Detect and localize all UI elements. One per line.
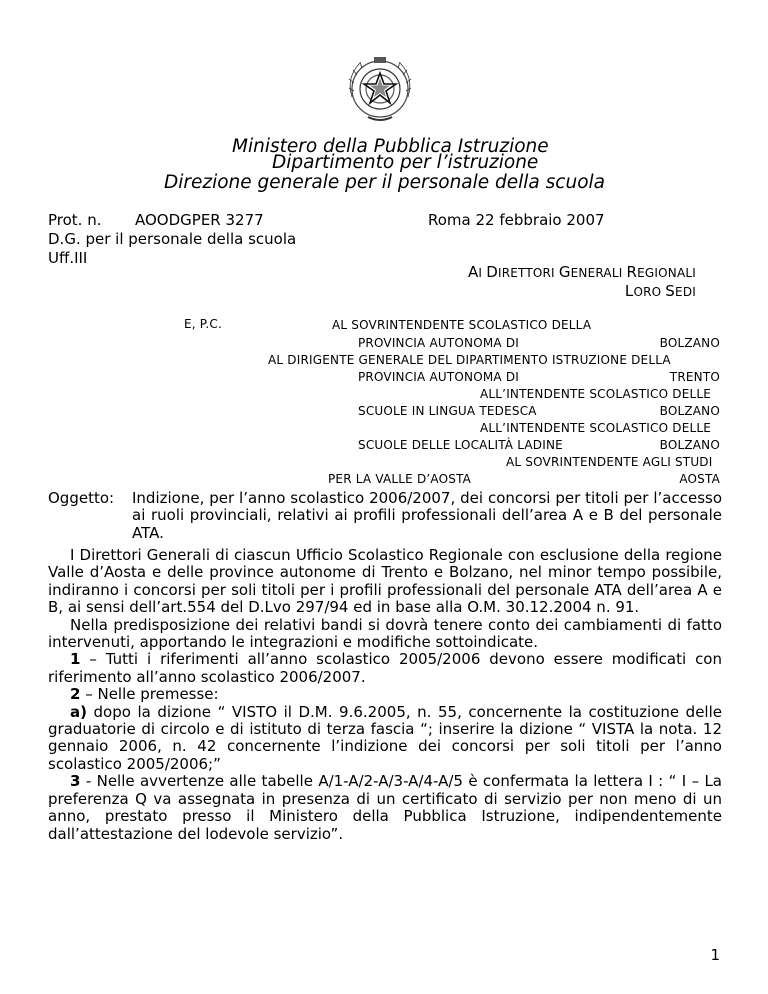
republic-emblem-icon (340, 47, 420, 127)
subject-label: Oggetto: (48, 489, 115, 507)
protocol-dg: D.G. per il personale della scuola (48, 230, 297, 248)
letter-body (48, 547, 722, 843)
cc-line-city: TRENTO (669, 370, 720, 384)
cc-line: SCUOLE IN LINGUA TEDESCA (358, 404, 537, 418)
page-number: 1 (710, 946, 720, 964)
recipient-loro-sedi: LORO SEDI (624, 282, 696, 300)
ministry-name: Ministero della Pubblica Istruzione (232, 136, 549, 157)
subject-text: Indizione, per l’anno scolastico 2006/2007, dei concorsi per titoli per l’accesso ai ruoli provinciali, relativi ai profili professionali dell’area A e B del personale ATA. (132, 489, 722, 542)
cc-line: ALL’INTENDENTE SCOLASTICO DELLE (480, 421, 712, 435)
cc-line: AL DIRIGENTE GENERALE DEL DIPARTIMENTO ISTRUZIONE DELLA (268, 353, 671, 367)
directorate-name: Direzione generale per il personale della scuola (164, 172, 605, 193)
department-name: Dipartimento per l’istruzione (272, 152, 539, 173)
paragraph: 1 – Tutti i riferimenti all’anno scolastico 2005/2006 devono essere modificati con riferimento all’anno scolastico 2006/2007. (48, 650, 722, 686)
cc-line-city: BOLZANO (659, 404, 720, 418)
item-letter: a) (70, 702, 87, 721)
paragraph: a) dopo la dizione “ VISTO il D.M. 9.6.2005, n. 55, concernente la costituzione delle graduatorie di circolo e di istituto di terza fascia “; inserire la dizione “ VISTA la nota. 12 gennaio 2006, n. 42 concernente l’indizione dei concorsi per soli titoli per l’anno scolastico 2005/2006;” (48, 702, 722, 773)
cc-line-city: BOLZANO (659, 438, 720, 452)
cc-line: AL SOVRINTENDENTE SCOLASTICO DELLA (332, 318, 592, 332)
cc-line: PROVINCIA AUTONOMA DI (358, 336, 520, 350)
item-number: 1 (70, 650, 81, 669)
item-number: 3 (70, 772, 81, 791)
cc-line: PER LA VALLE D’AOSTA (328, 472, 472, 486)
recipient-regional-directors: AI DIRETTORI GENERALI REGIONALI (467, 263, 696, 281)
cc-label: E, P.C. (184, 317, 222, 331)
paragraph: I Direttori Generali di ciascun Ufficio Scolastico Regionale con esclusione della regione Valle d’Aosta e delle province autonome di Trento e Bolzano, nel minor tempo possibile, indiranno i concorsi per soli titoli per i profili professionali del personale ATA dell’area A e B, ai sensi dell’art.554 del D.Lvo 297/94 ed in base alla O.M. 30.12.2004 n. 91. (48, 546, 722, 617)
cc-line-city: AOSTA (679, 472, 720, 486)
item-number: 2 (70, 685, 81, 704)
cc-line: SCUOLE DELLE LOCALITÀ LADINE (358, 438, 563, 452)
place-date: Roma 22 febbraio 2007 (428, 211, 605, 229)
paragraph: 3 - Nelle avvertenze alle tabelle A/1-A/2-A/3-A/4-A/5 è confermata la lettera I : “ I – La preferenza Q va assegnata in presenza di un certificato di servizio per non meno di un anno, prestato presso il Ministero della Pubblica Istruzione, indipendentemente dall’attestazione del lodevole servizio”. (48, 772, 722, 843)
protocol-label: Prot. n. (48, 211, 102, 229)
paragraph: 2 – Nelle premesse: (70, 685, 219, 704)
cc-line: AL SOVRINTENDENTE AGLI STUDI (506, 455, 713, 469)
cc-line: ALL’INTENDENTE SCOLASTICO DELLE (480, 387, 712, 401)
cc-line-city: BOLZANO (659, 336, 720, 350)
paragraph: Nella predisposizione dei relativi bandi si dovrà tenere conto dei cambiamenti di fatto intervenuti, apportando le integrazioni e modifiche sottoindicate. (48, 615, 722, 652)
protocol-number: AOODGPER 3277 (135, 211, 264, 229)
protocol-office: Uff.III (48, 249, 88, 267)
cc-line: PROVINCIA AUTONOMA DI (358, 370, 520, 384)
